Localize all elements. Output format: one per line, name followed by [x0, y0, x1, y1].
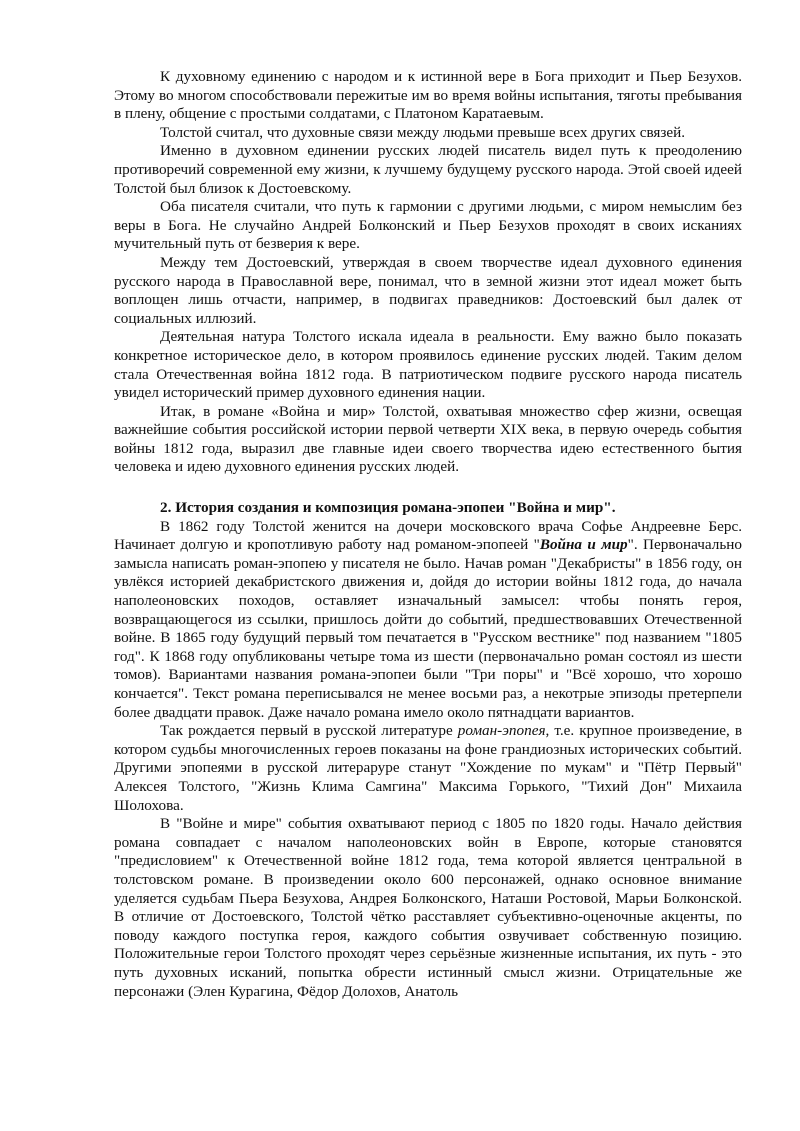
paragraph: Итак, в романе «Война и мир» Толстой, охватывая множество сфер жизни, освещая важнейшие события российской истории первой четверти XIX века, в первую очередь события войны 1812 года, выразил две главные идеи своего творчества идею естественного бытия человека и идею духовного единения русских людей. — [114, 402, 742, 476]
paragraph: Между тем Достоевский, утверждая в своем творчестве идеал духовного единения русского народа в Православной вере, понимал, что в земной жизни этот идеал может быть воплощен лишь отчасти, например, в подвигах праведников: Достоевский был далек от социальных иллюзий. — [114, 253, 742, 327]
paragraph-text: ". Первоначально замысла написать роман-эпопею у писателя не было. Начав роман "Декабристы" в 1856 году, он увлёкся историей декабристского движения и, дойдя до истории войны 1812 года, до начала наполеоновских походов, оставляет изначальный замысел: чтобы понять героя, возвращающегося из ссылки, пришлось дойти до событий, предшествовавших Отечественной войне. В 1865 году будущий первый том печатается в "Русском вестнике" под названием "1805 год". К 1868 году опубликованы четыре тома из шести (первоначально роман состоял из шести томов). Вариантами названия романа-эпопеи были "Три поры" и "Всё хорошо, что хорошо кончается". Текст романа переписывался не менее восьми раз, а некотрые эпизоды претерпели более двадцати правок. Даже начало романа имело около пятнадцати вариантов. — [114, 536, 742, 721]
paragraph — [114, 518, 742, 723]
paragraph: Деятельная натура Толстого искала идеала в реальности. Ему важно было показать конкретное историческое дело, в котором проявилось единение русских людей. Таким делом стала Отечественная война 1812 года. В патриотическом подвиге русского народа писатель увидел исторический пример духовного единения нации. — [114, 328, 742, 402]
document-page — [114, 68, 742, 1001]
paragraph: Оба писателя считали, что путь к гармонии с другими людьми, с миром немыслим без веры в Бога. Не случайно Андрей Болконский и Пьер Безухов проходят в своих исканиях мучительный путь от безверия к вере. — [114, 198, 742, 253]
paragraph-text: , т.е. крупное произведение, в котором судьбы многочисленных героев показаны на фоне грандиозных исторических событий. Другими эпопеями в русской литераруре станут "Хождение по мукам" и "Пётр Первый" Алексея Толстого, "Жизнь Клима Самгина" Максима Горького, "Тихий Дон" Михаила Шолохова. — [114, 722, 743, 814]
paragraph-text: Так рождается первый в русской литературе — [160, 722, 458, 740]
novel-title: Война и мир — [539, 536, 628, 554]
paragraph: К духовному единению с народом и к истинной вере в Бога приходит и Пьер Безухов. Этому во многом способствовали пережитые им во время войны испытания, тяготы пребывания в плену, общение с простыми солдатами, с Платоном Каратаевым. — [114, 68, 742, 123]
section-heading: 2. История создания и композиция романа-эпопеи "Война и мир". — [160, 499, 616, 517]
paragraph: Именно в духовном единении русских людей писатель видел путь к преодолению противоречий современной ему жизни, к лучшему будущему русского народа. Этой своей идеей Толстой был близок к Достоевскому. — [114, 142, 742, 197]
paragraph: В "Войне и мире" события охватывают период с 1805 по 1820 годы. Начало действия романа совпадает с началом наполеоновских войн в Европе, которые становятся "предисловием" к Отечественной войне 1812 года, тема которой является центральной в толстовском романе. В произведении около 600 персонажей, однако основное внимание уделяется судьбам Пьера Безухова, Андрея Болконского, Наташи Ростовой, Марьи Болконской. В отличие от Достоевского, Толстой чётко расставляет субъективно-оценочные акценты, по поводу каждого поступка героя, каждого события озвучивает собственную позицию. Положительные герои Толстого проходят через серьёзные жизненные испытания, их путь - это путь духовных исканий, попытка обрести истинный смысл жизни. Отрицательные же персонажи (Элен Курагина, Фёдор Долохов, Анатоль — [114, 815, 742, 1000]
paragraph: Толстой считал, что духовные связи между людьми превыше всех других связей. — [160, 123, 686, 141]
term-italic: роман-эпопея — [457, 722, 546, 740]
paragraph — [114, 722, 742, 815]
paragraph-text: В 1862 году Толстой женится на дочери московского врача Софье Андреевне Берс. Начинает долгую и кропотливую работу над романом-эпопеей " — [114, 517, 742, 554]
